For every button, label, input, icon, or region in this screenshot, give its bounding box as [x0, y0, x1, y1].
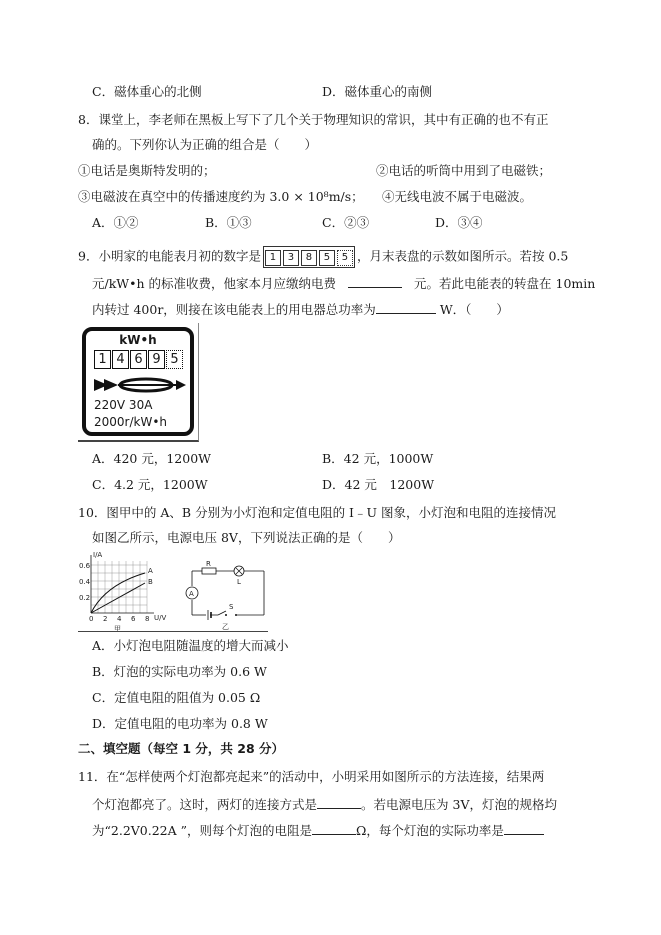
- graph-caption: 甲: [114, 625, 121, 633]
- ammeter-label: A: [189, 590, 194, 598]
- x-tick-label: 4: [117, 615, 122, 623]
- answer-blank[interactable]: [312, 821, 356, 835]
- q11-line3-middle: Ω，每个灯泡的实际功率是: [356, 823, 504, 838]
- resistor-label: R: [206, 560, 211, 568]
- initial-digit: 1: [265, 250, 281, 266]
- q8-option-d: D．③④: [435, 215, 483, 230]
- q9-line2-suffix: 元。若此电能表的转盘在 10min: [414, 276, 596, 291]
- meter-digit: 1: [94, 350, 111, 369]
- answer-blank[interactable]: [348, 274, 402, 288]
- q9-line1-suffix: ，月末表盘的示数如图所示。若按 0.5: [356, 248, 569, 264]
- answer-blank[interactable]: [504, 821, 544, 835]
- initial-digit: 3: [283, 250, 299, 266]
- q10-option-a: A．小灯泡电阻随温度的增大而减小: [92, 638, 289, 653]
- q8-statement-2: ②电话的听筒中用到了电磁铁；: [376, 163, 552, 178]
- q8-option-a: A．①②: [92, 215, 139, 230]
- circuit-diagram-figure: [178, 557, 270, 633]
- q9-line3-prefix: 内转过 400r，则接在该电能表上的用电器总功率为: [92, 302, 376, 317]
- y-tick-label: 0.4: [79, 578, 91, 586]
- x-tick-label: 6: [131, 615, 136, 623]
- meter-digits: [94, 350, 184, 369]
- q9-option-a: A．420 元，1200W: [92, 451, 212, 466]
- q10-option-b: B．灯泡的实际电功率为 0.6 W: [92, 664, 267, 679]
- y-tick-label: 0.2: [79, 594, 91, 602]
- energy-meter-panel: [82, 327, 194, 436]
- x-tick-label: 2: [103, 615, 108, 623]
- q9-stem-line1: [78, 246, 568, 268]
- q11-line2-prefix: 个灯泡都亮了。这时，两灯的连接方式是: [92, 797, 318, 812]
- lamp-label: L: [237, 578, 241, 586]
- q11-stem-line1: 11．在“怎样使两个灯泡都亮起来”的活动中，小明采用如图所示的方法连接，结果两: [78, 769, 545, 784]
- rotation-arrow-icon: [92, 376, 188, 394]
- q8-option-b: B．①③: [205, 215, 252, 230]
- curve-b-label: B: [148, 578, 153, 586]
- curve-a-line: [91, 573, 145, 613]
- q9-stem-line3: [92, 300, 509, 318]
- curve-b-line: [91, 583, 145, 613]
- y-tick-label: 0.6: [79, 562, 91, 570]
- q7-option-d: D．磁体重心的南侧: [322, 84, 433, 99]
- q8-statement-3: ③电磁波在真空中的传播速度约为 3.0 × 10⁸m/s；: [78, 189, 364, 204]
- answer-blank[interactable]: [376, 300, 436, 314]
- meter-digit: 6: [130, 350, 147, 369]
- x-tick-label: 0: [89, 615, 94, 623]
- energy-meter-figure: [78, 323, 199, 442]
- q11-stem-line3: [92, 821, 544, 839]
- q10-stem-line2: 如图乙所示，电源电压 8V，下列说法正确的是（ ）: [92, 530, 401, 545]
- q11-stem-line2: [92, 795, 557, 813]
- meter-unit: kW•h: [119, 333, 157, 347]
- q9-line1-prefix: 9．小明家的电能表月初的数字是: [78, 248, 261, 264]
- meter-digit: 4: [112, 350, 129, 369]
- meter-rating: 220V 30A: [94, 398, 153, 412]
- q9-line3-suffix: W．（ ）: [439, 302, 509, 317]
- circuit-caption: 乙: [222, 623, 229, 631]
- q8-stem-line2: 确的。下列你认为正确的组合是（ ）: [92, 137, 318, 152]
- q10-option-c: C．定值电阻的阻值为 0.05 Ω: [92, 690, 261, 705]
- q9-initial-reading-digits: [263, 246, 355, 268]
- curve-a-label: A: [148, 567, 153, 575]
- switch-contact-icon: [225, 614, 227, 616]
- q9-option-b: B．42 元，1000W: [322, 451, 434, 466]
- figure-divider: [78, 631, 268, 632]
- q11-line3-prefix: 为“2.2V0.22A ”，则每个灯泡的电阻是: [92, 823, 313, 838]
- q8-statement-4: ④无线电波不属于电磁波。: [382, 189, 533, 204]
- q7-option-c: C．磁体重心的北侧: [92, 84, 202, 99]
- q8-stem-line1: 8．课堂上，李老师在黑板上写下了几个关于物理知识的常识，其中有正确的也不有正: [78, 112, 549, 127]
- meter-digit: 9: [148, 350, 165, 369]
- circuit-wires: [192, 571, 264, 615]
- q9-stem-line2: [92, 274, 595, 292]
- q8-option-c: C．②③: [322, 215, 370, 230]
- resistor-icon: [202, 568, 216, 574]
- initial-digit-decimal: 5: [337, 250, 353, 266]
- iu-graph-figure: [78, 551, 178, 635]
- answer-blank[interactable]: [317, 795, 361, 809]
- x-axis-label: U/V: [154, 614, 167, 622]
- initial-digit: 8: [301, 250, 317, 266]
- q10-option-d: D．定值电阻的电功率为 0.8 W: [92, 716, 268, 731]
- y-axis-label: I/A: [93, 551, 103, 559]
- q9-line2-prefix: 元/kW•h 的标准收费，他家本月应缴纳电费: [92, 276, 337, 291]
- section-heading: 二、填空题（每空 1 分，共 28 分）: [78, 741, 285, 756]
- x-tick-label: 8: [145, 615, 150, 623]
- q9-option-c: C．4.2 元，1200W: [92, 477, 208, 492]
- initial-digit: 5: [319, 250, 335, 266]
- meter-constant: 2000r/kW•h: [94, 415, 168, 429]
- q9-option-d: D．42 元 1200W: [322, 477, 435, 492]
- q8-statement-1: ①电话是奥斯特发明的；: [78, 163, 216, 178]
- switch-label: S: [229, 603, 234, 611]
- q11-line2-suffix: 。若电源电压为 3V，灯泡的规格均: [361, 797, 557, 812]
- q10-stem-line1: 10．图甲中的 A、B 分别为小灯泡和定值电阻的 I﹣U 图象，小灯泡和电阻的连接情况: [78, 505, 556, 520]
- meter-digit-decimal: 5: [166, 350, 183, 369]
